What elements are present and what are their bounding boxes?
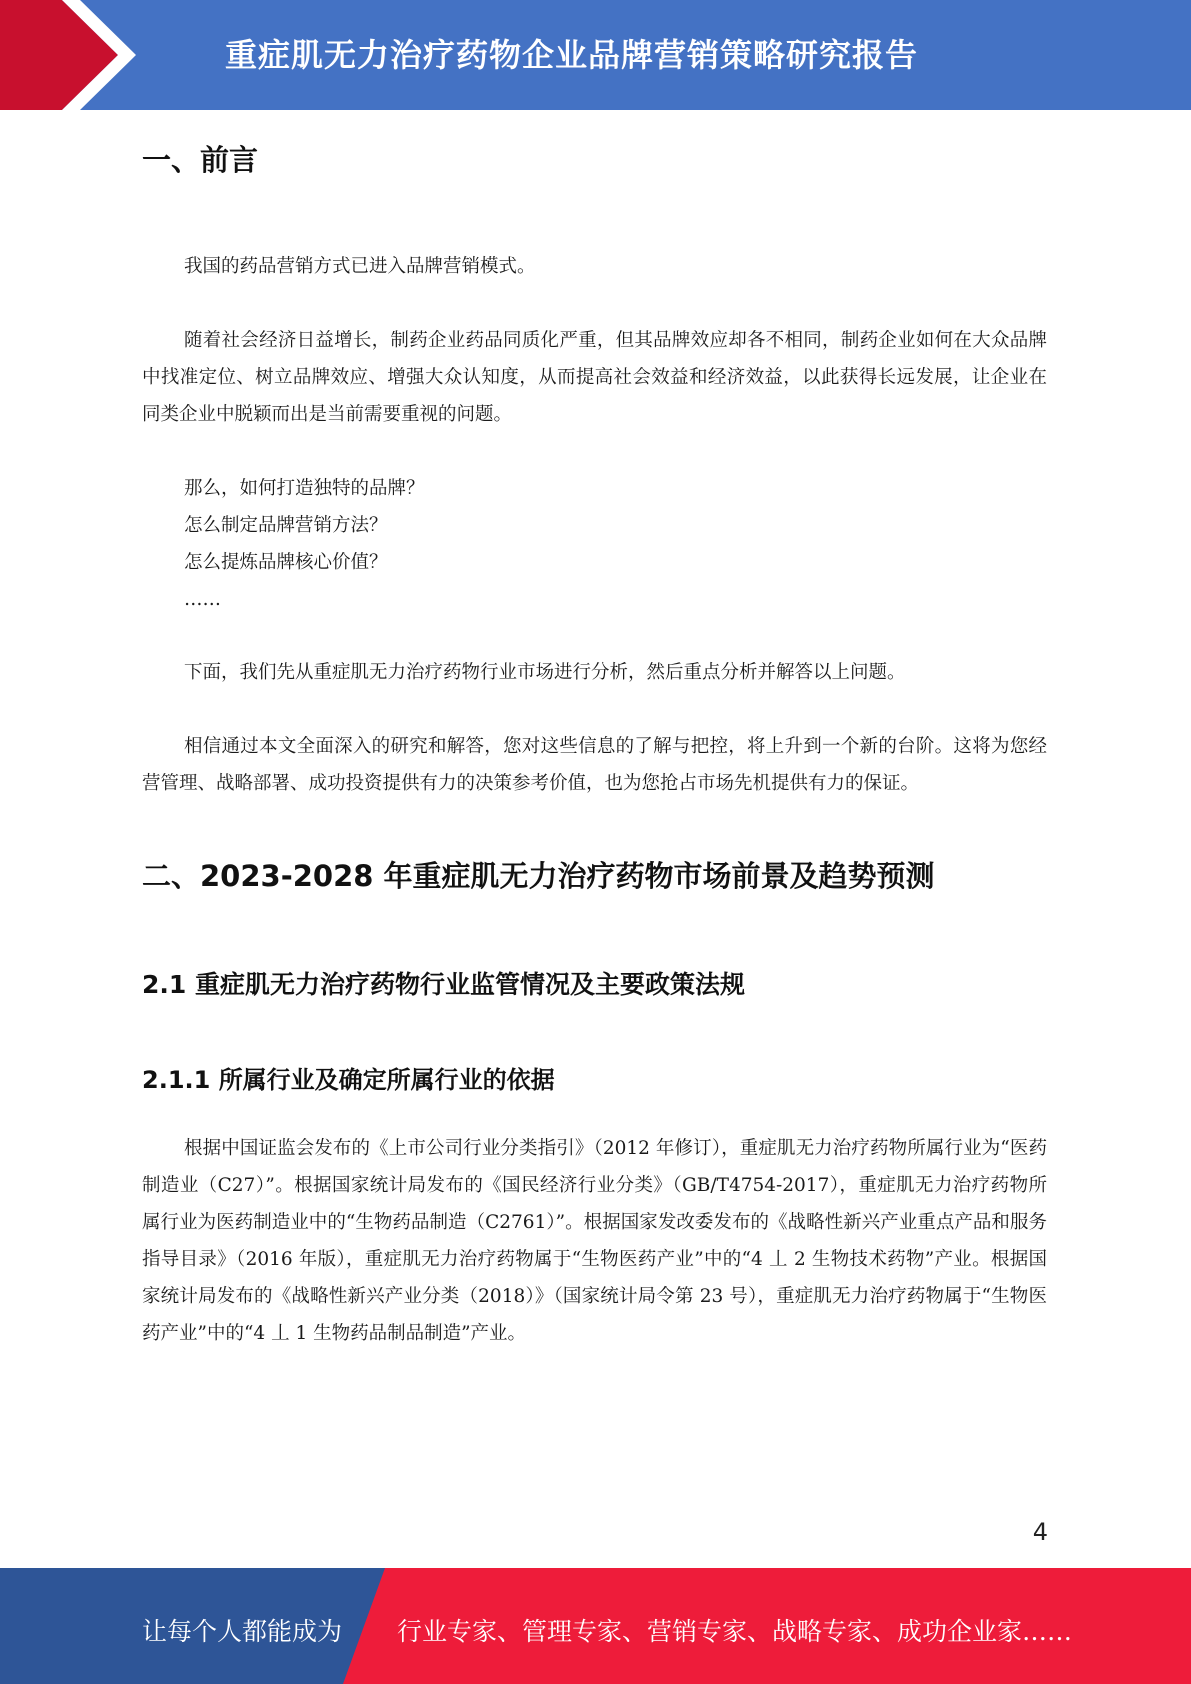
question-item: 怎么提炼品牌核心价值？ xyxy=(184,552,388,573)
report-title: 重症肌无力治疗药物企业品牌营销策略研究报告 xyxy=(225,36,919,74)
paragraph: 相信通过本文全面深入的研究和解答，您对这些信息的了解与把控，将上升到一个新的台阶。这将为您经营管理、战略部署、成功投资提供有力的决策参考价值，也为您抢占市场先机提供有力的保证。 xyxy=(142,736,1047,794)
header-arrow-decoration xyxy=(0,0,150,110)
paragraph: 我国的药品营销方式已进入品牌营销模式。 xyxy=(184,256,536,277)
document-body xyxy=(142,138,1047,1352)
question-item: …… xyxy=(184,589,221,610)
page-number: 4 xyxy=(1032,1518,1048,1546)
header-banner xyxy=(0,0,1191,110)
question-item: 怎么制定品牌营销方法？ xyxy=(184,515,388,536)
footer-slogan-right: 行业专家、管理专家、营销专家、战略专家、成功企业家…… xyxy=(397,1617,1073,1646)
subsection-heading-regulation: 2.1 重症肌无力治疗药物行业监管情况及主要政策法规 xyxy=(142,970,745,999)
section-heading-forecast: 二、2023-2028 年重症肌无力治疗药物市场前景及趋势预测 xyxy=(142,859,935,893)
section-heading-preface: 一、前言 xyxy=(142,143,259,177)
question-list xyxy=(142,470,1047,618)
question-item: 那么，如何打造独特的品牌？ xyxy=(184,478,425,499)
paragraph: 根据中国证监会发布的《上市公司行业分类指引》（2012 年修订），重症肌无力治疗药物所属行业为“医药制造业（C27）”。根据国家统计局发布的《国民经济行业分类》（GB/T4754-2017），重症肌无力治疗药物所属行业为医药制造业中的“生物药品制造（C2761）”。根据国家发改委发布的《战略性新兴产业重点产品和服务指导目录》（2016 年版），重症肌无力治疗药物属于“生物医药产业”中的“4 丄 2 生物技术药物”产业。根据国家统计局发布的《战略性新兴产业分类（2018）》（国家统计局令第 23 号），重症肌无力治疗药物属于“生物医药产业”中的“4 丄 1 生物药品制品制造”产业。 xyxy=(142,1138,1047,1344)
paragraph: 随着社会经济日益增长，制药企业药品同质化严重，但其品牌效应却各不相同，制药企业如何在大众品牌中找准定位、树立品牌效应、增强大众认知度，从而提高社会效益和经济效益，以此获得长远发展，让企业在同类企业中脱颖而出是当前需要重视的问题。 xyxy=(142,330,1047,425)
footer-banner xyxy=(0,1568,1191,1684)
paragraph: 下面，我们先从重症肌无力治疗药物行业市场进行分析，然后重点分析并解答以上问题。 xyxy=(184,662,906,683)
footer-slogan-left: 让每个人都能成为 xyxy=(142,1617,343,1646)
subsection-heading-industry: 2.1.1 所属行业及确定所属行业的依据 xyxy=(142,1066,555,1094)
